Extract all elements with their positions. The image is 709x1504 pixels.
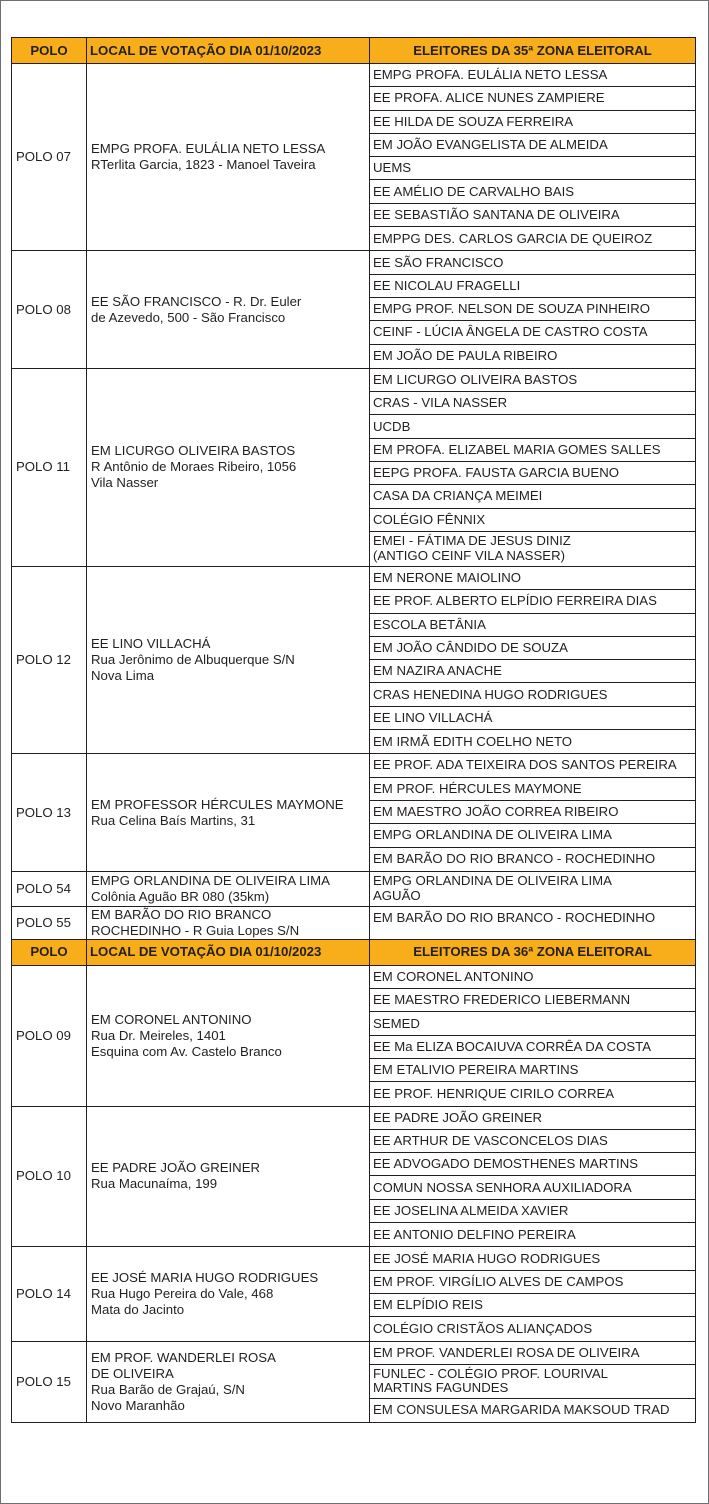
header-local: LOCAL DE VOTAÇÃO DIA 01/10/2023 [87, 38, 370, 64]
voter-school-item: EM ETALIVIO PEREIRA MARTINS [370, 1059, 695, 1082]
voter-schools-list [370, 64, 696, 251]
polo-label: POLO 10 [12, 1107, 87, 1248]
polo-label: POLO 14 [12, 1247, 87, 1341]
voter-school-item: CEINF - LÚCIA ÂNGELA DE CASTRO COSTA [370, 321, 695, 344]
voter-school-item: EM ELPÍDIO REIS [370, 1294, 695, 1317]
polling-table [11, 37, 696, 1423]
voter-school-item: EE PROF. ALBERTO ELPÍDIO FERREIRA DIAS [370, 590, 695, 613]
voter-school-item: SEMED [370, 1012, 695, 1035]
voter-school-item: EE JOSÉ MARIA HUGO RODRIGUES [370, 1247, 695, 1270]
voter-school-item: EE JOSELINA ALMEIDA XAVIER [370, 1200, 695, 1223]
header-eleitores: ELEITORES DA 35ª ZONA ELEITORAL [370, 38, 696, 64]
polo-label: POLO 07 [12, 64, 87, 251]
voter-school-item: CRAS HENEDINA HUGO RODRIGUES [370, 683, 695, 706]
voter-school-item: EMPG PROFA. EULÁLIA NETO LESSA [370, 64, 695, 87]
voter-schools-list [370, 1342, 696, 1424]
voter-school-item: EE Ma ELIZA BOCAIUVA CORRÊA DA COSTA [370, 1036, 695, 1059]
voter-schools-list [370, 1247, 696, 1341]
voter-school-item: CASA DA CRIANÇA MEIMEI [370, 485, 695, 508]
voter-schools-list [370, 754, 696, 871]
header-polo: POLO [12, 38, 87, 64]
voter-school-item: EEPG PROFA. FAUSTA GARCIA BUENO [370, 462, 695, 485]
voter-school-item: EM PROF. VIRGÍLIO ALVES DE CAMPOS [370, 1271, 695, 1294]
voter-school-item: COLÉGIO FÊNNIX [370, 509, 695, 532]
voter-school-item: EE SÃO FRANCISCO [370, 251, 695, 274]
voter-school-item: EM CORONEL ANTONINO [370, 966, 695, 989]
polo-label: POLO 55 [12, 907, 87, 940]
polling-location: EM CORONEL ANTONINO Rua Dr. Meireles, 1401 Esquina com Av. Castelo Branco [87, 966, 370, 1107]
polo-label: POLO 54 [12, 872, 87, 907]
voter-school-item: EM MAESTRO JOÃO CORREA RIBEIRO [370, 801, 695, 824]
voter-school-item: CRAS - VILA NASSER [370, 392, 695, 415]
voter-school-item: EM NAZIRA ANACHE [370, 660, 695, 683]
polling-location: EE LINO VILLACHÁ Rua Jerônimo de Albuquerque S/N Nova Lima [87, 567, 370, 754]
voter-school-item: COLÉGIO CRISTÃOS ALIANÇADOS [373, 1320, 593, 1336]
voter-school-item: EE PADRE JOÃO GREINER [370, 1107, 695, 1130]
voter-school-item: EMPG ORLANDINA DE OLIVEIRA LIMA AGUÃO [373, 873, 612, 903]
voter-school-item: UCDB [370, 415, 695, 438]
polling-location: EM PROFESSOR HÉRCULES MAYMONE Rua Celina Baís Martins, 31 [87, 754, 370, 871]
polling-location: EM LICURGO OLIVEIRA BASTOS R Antônio de Moraes Ribeiro, 1056 Vila Nasser [87, 369, 370, 567]
header-polo: POLO [12, 940, 87, 966]
voter-school-item: EM LICURGO OLIVEIRA BASTOS [370, 369, 695, 392]
voter-school-item: EE PROFA. ALICE NUNES ZAMPIERE [370, 87, 695, 110]
voter-school-item: UEMS [370, 157, 695, 180]
voter-school-item: EM BARÃO DO RIO BRANCO - ROCHEDINHO [373, 910, 656, 926]
polling-location: EE SÃO FRANCISCO - R. Dr. Euler de Azevedo, 500 - São Francisco [87, 251, 370, 368]
voter-schools-list [370, 966, 696, 1107]
voter-school-item: EE LINO VILLACHÁ [370, 707, 695, 730]
voter-schools-list [370, 567, 696, 754]
polo-label: POLO 08 [12, 251, 87, 368]
voter-school-item: EE PROF. HENRIQUE CIRILO CORREA [373, 1085, 615, 1101]
voter-schools-list [370, 251, 696, 368]
voter-schools-list [370, 1107, 696, 1248]
polling-location: EMPG ORLANDINA DE OLIVEIRA LIMA Colônia Aguão BR 080 (35km) [87, 872, 370, 907]
voter-school-item: EM JOÃO DE PAULA RIBEIRO [373, 348, 558, 364]
voter-school-item: EM JOÃO CÂNDIDO DE SOUZA [370, 637, 695, 660]
header-local: LOCAL DE VOTAÇÃO DIA 01/10/2023 [87, 940, 370, 966]
voter-school-item: EMPG PROF. NELSON DE SOUZA PINHEIRO [370, 298, 695, 321]
polling-location: EE JOSÉ MARIA HUGO RODRIGUES Rua Hugo Pereira do Vale, 468 Mata do Jacinto [87, 1247, 370, 1341]
voter-school-item: EM BARÃO DO RIO BRANCO - ROCHEDINHO [373, 851, 656, 867]
polling-location: EE PADRE JOÃO GREINER Rua Macunaíma, 199 [87, 1107, 370, 1248]
voter-school-item: EMEI - FÁTIMA DE JESUS DINIZ (ANTIGO CEINF VILA NASSER) [373, 533, 571, 563]
voter-schools-list [370, 369, 696, 567]
voter-school-item: EE ARTHUR DE VASCONCELOS DIAS [370, 1130, 695, 1153]
voter-school-item: EM JOÃO EVANGELISTA DE ALMEIDA [370, 134, 695, 157]
polo-label: POLO 11 [12, 369, 87, 567]
voter-school-item: EE AMÉLIO DE CARVALHO BAIS [370, 180, 695, 203]
polo-label: POLO 13 [12, 754, 87, 871]
voter-schools-list [370, 872, 696, 907]
voter-school-item: ESCOLA BETÂNIA [370, 614, 695, 637]
polling-location: EMPG PROFA. EULÁLIA NETO LESSA RTerlita Garcia, 1823 - Manoel Taveira [87, 64, 370, 251]
polo-label: POLO 12 [12, 567, 87, 754]
polo-label: POLO 09 [12, 966, 87, 1107]
voter-school-item: FUNLEC - COLÉGIO PROF. LOURIVAL MARTINS FAGUNDES [370, 1365, 695, 1399]
voter-school-item: EE HILDA DE SOUZA FERREIRA [370, 111, 695, 134]
voter-school-item: EM CONSULESA MARGARIDA MAKSOUD TRAD [373, 1402, 670, 1418]
voter-school-item: COMUN NOSSA SENHORA AUXILIADORA [370, 1176, 695, 1199]
voter-school-item: EM NERONE MAIOLINO [370, 567, 695, 590]
header-eleitores: ELEITORES DA 36ª ZONA ELEITORAL [370, 940, 696, 966]
polling-location: EM PROF. WANDERLEI ROSA DE OLIVEIRA Rua Barão de Grajaú, S/N Novo Maranhão [87, 1342, 370, 1424]
voter-school-item: EMPPG DES. CARLOS GARCIA DE QUEIROZ [373, 230, 653, 246]
voter-school-item: EE SEBASTIÃO SANTANA DE OLIVEIRA [370, 204, 695, 227]
voter-school-item: EMPG ORLANDINA DE OLIVEIRA LIMA [370, 824, 695, 847]
voter-school-item: EE PROF. ADA TEIXEIRA DOS SANTOS PEREIRA [370, 754, 695, 777]
voter-school-item: EM IRMÃ EDITH COELHO NETO [373, 733, 573, 749]
voter-schools-list [370, 907, 696, 940]
voter-school-item: EM PROF. HÉRCULES MAYMONE [370, 778, 695, 801]
voter-school-item: EE MAESTRO FREDERICO LIEBERMANN [370, 989, 695, 1012]
polling-location: EM BARÃO DO RIO BRANCO ROCHEDINHO - R Guia Lopes S/N [87, 907, 370, 940]
voter-school-item: EM PROFA. ELIZABEL MARIA GOMES SALLES [370, 439, 695, 462]
voter-school-item: EE ADVOGADO DEMOSTHENES MARTINS [370, 1153, 695, 1176]
voter-school-item: EE NICOLAU FRAGELLI [370, 275, 695, 298]
voter-school-item: EM PROF. VANDERLEI ROSA DE OLIVEIRA [370, 1342, 695, 1365]
polo-label: POLO 15 [12, 1342, 87, 1424]
voter-school-item: EE ANTONIO DELFINO PEREIRA [373, 1226, 576, 1242]
